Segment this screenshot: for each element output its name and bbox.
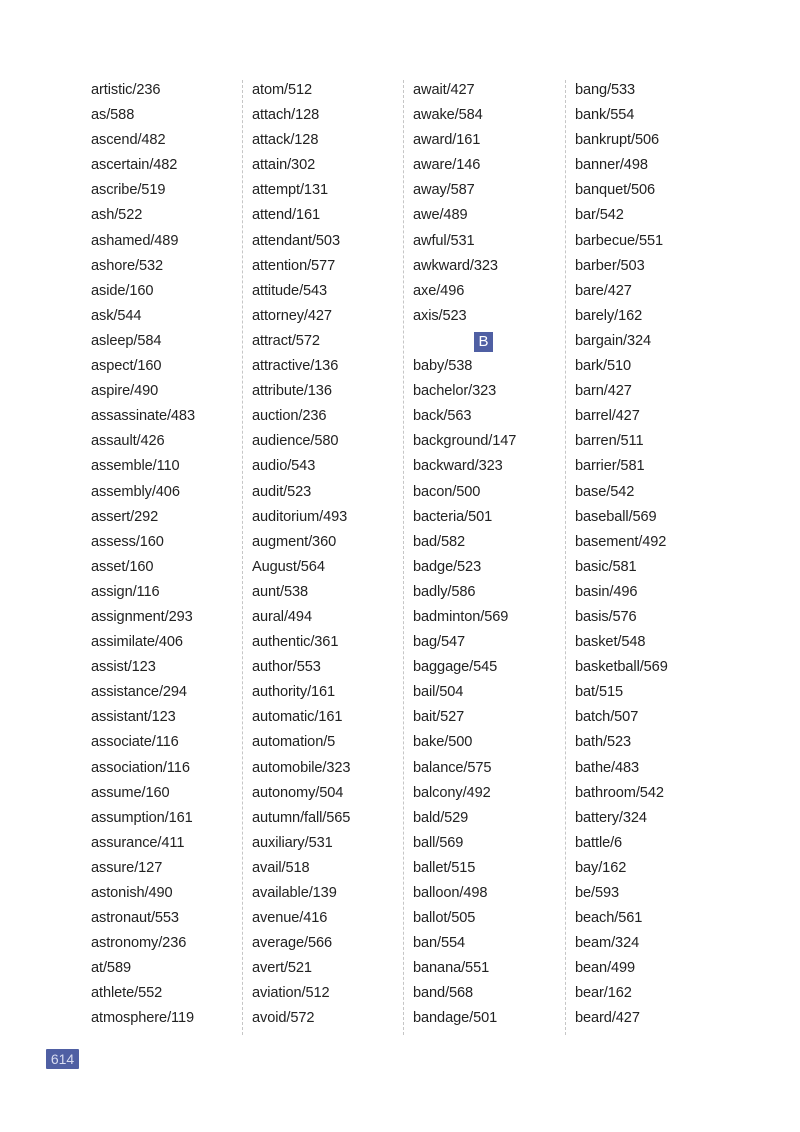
index-entry: aware/146 bbox=[413, 157, 481, 174]
index-entry: band/568 bbox=[413, 985, 474, 1002]
index-entry: bake/500 bbox=[413, 734, 473, 751]
index-entry: aside/160 bbox=[91, 282, 154, 299]
index-column-4 bbox=[575, 78, 725, 1032]
index-entry: athlete/552 bbox=[91, 985, 163, 1002]
index-entry: assert/292 bbox=[91, 508, 159, 525]
index-entry: association/116 bbox=[91, 759, 190, 776]
index-entry: aspect/160 bbox=[91, 358, 162, 375]
index-entry: barn/427 bbox=[575, 383, 632, 400]
index-entry: axis/523 bbox=[413, 307, 467, 324]
index-entry: astonish/490 bbox=[91, 885, 173, 901]
index-entry: attribute/136 bbox=[252, 383, 332, 400]
column-divider bbox=[565, 80, 566, 1035]
page-number: 614 bbox=[46, 1049, 79, 1069]
index-entry: barrel/427 bbox=[575, 408, 640, 425]
index-entry: bail/504 bbox=[413, 684, 464, 701]
index-entry: audio/543 bbox=[252, 458, 316, 475]
index-entry: balloon/498 bbox=[413, 885, 488, 901]
index-entry: autonomy/504 bbox=[252, 784, 344, 801]
index-entry: await/427 bbox=[413, 82, 475, 98]
index-entry: assistance/294 bbox=[91, 684, 187, 701]
index-entry: be/593 bbox=[575, 885, 620, 901]
index-entry: barber/503 bbox=[575, 257, 645, 274]
index-entry: attract/572 bbox=[252, 332, 320, 349]
index-entry: attitude/543 bbox=[252, 282, 328, 299]
index-entry: attack/128 bbox=[252, 132, 319, 149]
index-entry: barrier/581 bbox=[575, 458, 645, 475]
index-entry: beard/427 bbox=[575, 1010, 640, 1027]
index-entry: axe/496 bbox=[413, 282, 465, 299]
index-entry: attain/302 bbox=[252, 157, 316, 174]
index-entry: bay/162 bbox=[575, 859, 627, 876]
index-entry: background/147 bbox=[413, 433, 517, 450]
index-entry: assimilate/406 bbox=[91, 634, 183, 651]
index-entry: ashamed/489 bbox=[91, 232, 179, 249]
index-entry: asset/160 bbox=[91, 558, 154, 575]
index-entry: bath/523 bbox=[575, 734, 632, 751]
index-entry: awful/531 bbox=[413, 232, 475, 249]
index-entry: back/563 bbox=[413, 408, 472, 425]
index-entry: author/553 bbox=[252, 659, 321, 676]
index-entry: banana/551 bbox=[413, 960, 490, 977]
index-entry: bear/162 bbox=[575, 985, 632, 1002]
index-entry: basic/581 bbox=[575, 558, 637, 575]
index-entry: avenue/416 bbox=[252, 910, 328, 927]
index-entry: bathroom/542 bbox=[575, 784, 664, 801]
index-entry: assure/127 bbox=[91, 859, 163, 876]
index-entry: ashore/532 bbox=[91, 257, 164, 274]
index-entry: barbecue/551 bbox=[575, 232, 664, 249]
index-entry: auditorium/493 bbox=[252, 508, 348, 525]
index-entry: backward/323 bbox=[413, 458, 503, 475]
index-entry: astronaut/553 bbox=[91, 910, 179, 927]
index-entry: automation/5 bbox=[252, 734, 336, 751]
index-entry: batch/507 bbox=[575, 709, 639, 726]
index-entry: autumn/fall/565 bbox=[252, 809, 351, 826]
index-entry: assign/116 bbox=[91, 583, 160, 600]
index-entry: banquet/506 bbox=[575, 182, 656, 199]
index-entry: attach/128 bbox=[252, 107, 320, 124]
index-entry: award/161 bbox=[413, 132, 481, 149]
index-entry: attend/161 bbox=[252, 207, 320, 224]
index-entry: assume/160 bbox=[91, 784, 170, 801]
index-column-1 bbox=[91, 78, 241, 1032]
index-column-2 bbox=[252, 78, 402, 1032]
section-header-row bbox=[413, 329, 563, 354]
index-entry: beach/561 bbox=[575, 910, 643, 927]
index-entry: attempt/131 bbox=[252, 182, 328, 199]
index-entry: avail/518 bbox=[252, 859, 310, 876]
index-entry: basement/492 bbox=[575, 533, 667, 550]
index-entry: assembly/406 bbox=[91, 483, 180, 500]
index-entry: avoid/572 bbox=[252, 1010, 315, 1027]
index-entry: ascend/482 bbox=[91, 132, 166, 149]
section-letter-badge: B bbox=[474, 332, 493, 352]
index-entry: bank/554 bbox=[575, 107, 635, 124]
index-column-3 bbox=[413, 78, 563, 1032]
index-entry: bald/529 bbox=[413, 809, 469, 826]
column-divider bbox=[403, 80, 404, 1035]
index-entry: augment/360 bbox=[252, 533, 337, 550]
index-entry: ascribe/519 bbox=[91, 182, 166, 199]
index-entry: awkward/323 bbox=[413, 257, 498, 274]
index-entry: bean/499 bbox=[575, 960, 636, 977]
column-divider bbox=[242, 80, 243, 1035]
index-entry: audit/523 bbox=[252, 483, 312, 500]
index-entry: banner/498 bbox=[575, 157, 648, 174]
index-entry: avert/521 bbox=[252, 960, 312, 977]
index-entry: basin/496 bbox=[575, 583, 638, 600]
index-entry: ballet/515 bbox=[413, 859, 476, 876]
index-entry: atmosphere/119 bbox=[91, 1010, 194, 1027]
index-entry: bang/533 bbox=[575, 82, 636, 98]
index-entry: baseball/569 bbox=[575, 508, 657, 525]
index-entry: average/566 bbox=[252, 935, 333, 952]
index-entry: battle/6 bbox=[575, 834, 623, 851]
index-entry: ash/522 bbox=[91, 207, 143, 224]
index-entry: at/589 bbox=[91, 960, 131, 977]
index-entry: bathe/483 bbox=[575, 759, 640, 776]
index-entry: badly/586 bbox=[413, 583, 476, 600]
index-entry: awake/584 bbox=[413, 107, 483, 124]
index-entry: authority/161 bbox=[252, 684, 336, 701]
index-entry: authentic/361 bbox=[252, 634, 339, 651]
index-entry: aunt/538 bbox=[252, 583, 309, 600]
index-entry: basketball/569 bbox=[575, 659, 668, 676]
index-entry: aural/494 bbox=[252, 608, 312, 625]
index-entry: atom/512 bbox=[252, 82, 313, 98]
index-entry: bankrupt/506 bbox=[575, 132, 659, 149]
index-entry: bacon/500 bbox=[413, 483, 481, 500]
index-entry: balcony/492 bbox=[413, 784, 491, 801]
index-entry: attorney/427 bbox=[252, 307, 332, 324]
index-entry: bag/547 bbox=[413, 634, 466, 651]
index-entry: aviation/512 bbox=[252, 985, 330, 1002]
index-entry: balance/575 bbox=[413, 759, 492, 776]
index-entry: away/587 bbox=[413, 182, 475, 199]
index-entry: basis/576 bbox=[575, 608, 637, 625]
index-entry: bacteria/501 bbox=[413, 508, 493, 525]
index-entry: astronomy/236 bbox=[91, 935, 187, 952]
index-entry: audience/580 bbox=[252, 433, 339, 450]
index-entry: badminton/569 bbox=[413, 608, 509, 625]
index-entry: auction/236 bbox=[252, 408, 327, 425]
index-entry: bat/515 bbox=[575, 684, 623, 701]
index-entry: as/588 bbox=[91, 107, 135, 124]
index-entry: ball/569 bbox=[413, 834, 464, 851]
index-entry: ballot/505 bbox=[413, 910, 476, 927]
index-entry: automatic/161 bbox=[252, 709, 343, 726]
index-entry: available/139 bbox=[252, 885, 337, 901]
index-entry: bark/510 bbox=[575, 358, 631, 375]
index-entry: assemble/110 bbox=[91, 458, 180, 475]
index-entry: attractive/136 bbox=[252, 358, 339, 375]
index-entry: badge/523 bbox=[413, 558, 482, 575]
index-entry: barren/511 bbox=[575, 433, 644, 450]
index-entry: associate/116 bbox=[91, 734, 179, 751]
index-entry: bad/582 bbox=[413, 533, 466, 550]
index-entry: aspire/490 bbox=[91, 383, 159, 400]
index-entry: assurance/411 bbox=[91, 834, 185, 851]
index-entry: asleep/584 bbox=[91, 332, 162, 349]
index-entry: assistant/123 bbox=[91, 709, 176, 726]
index-entry: assault/426 bbox=[91, 433, 165, 450]
index-entry: beam/324 bbox=[575, 935, 640, 952]
index-entry: bachelor/323 bbox=[413, 383, 497, 400]
index-entry: assist/123 bbox=[91, 659, 156, 676]
index-entry: ascertain/482 bbox=[91, 157, 178, 174]
index-entry: bare/427 bbox=[575, 282, 632, 299]
index-entry: automobile/323 bbox=[252, 759, 351, 776]
index-entry: barely/162 bbox=[575, 307, 643, 324]
index-entry: auxiliary/531 bbox=[252, 834, 333, 851]
index-entry: baggage/545 bbox=[413, 659, 498, 676]
index-entry: battery/324 bbox=[575, 809, 647, 826]
index-entry: assassinate/483 bbox=[91, 408, 195, 425]
index-entry: attendant/503 bbox=[252, 232, 340, 249]
index-entry: basket/548 bbox=[575, 634, 646, 651]
index-entry: bait/527 bbox=[413, 709, 465, 726]
index-entry: assess/160 bbox=[91, 533, 164, 550]
index-entry: assumption/161 bbox=[91, 809, 193, 826]
index-entry: attention/577 bbox=[252, 257, 336, 274]
index-entry: artistic/236 bbox=[91, 82, 161, 98]
index-entry: bargain/324 bbox=[575, 332, 651, 349]
index-entry: base/542 bbox=[575, 483, 635, 500]
index-entry: bar/542 bbox=[575, 207, 624, 224]
index-entry: bandage/501 bbox=[413, 1010, 498, 1027]
index-entry: August/564 bbox=[252, 558, 325, 575]
index-entry: awe/489 bbox=[413, 207, 468, 224]
index-entry: ban/554 bbox=[413, 935, 466, 952]
index-entry: baby/538 bbox=[413, 358, 473, 375]
index-entry: assignment/293 bbox=[91, 608, 193, 625]
index-entry: ask/544 bbox=[91, 307, 142, 324]
